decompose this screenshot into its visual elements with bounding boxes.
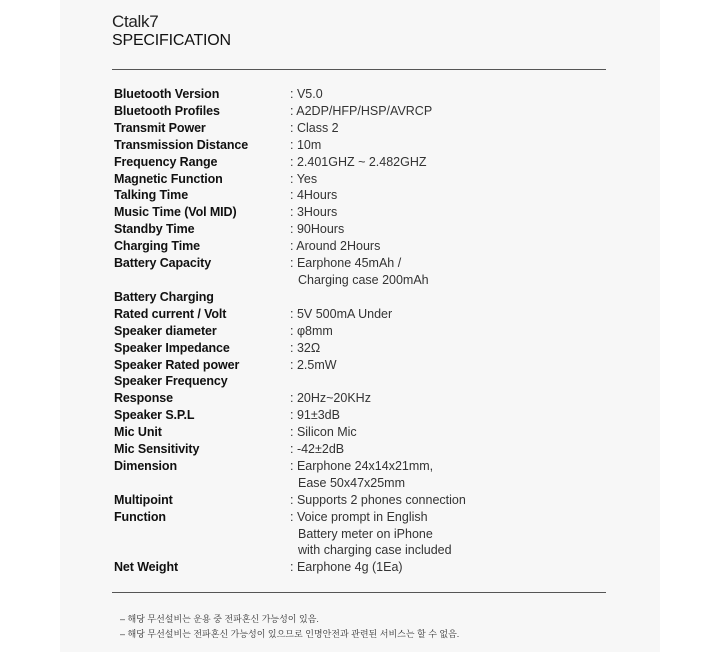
bottom-divider <box>112 592 606 593</box>
spec-label: Charging Time <box>114 239 200 254</box>
spec-value <box>290 424 357 441</box>
spec-value <box>290 221 344 238</box>
spec-label: Multipoint <box>114 492 173 507</box>
spec-value <box>290 357 337 374</box>
spec-value-line: : -42±2dB <box>290 442 345 457</box>
spec-value-line: : Voice prompt in English <box>290 509 428 524</box>
note-line: – 해당 무선설비는 전파혼신 가능성이 있으므로 인명안전과 관련된 서비스는 할 수 없음. <box>120 629 460 639</box>
page-title: SPECIFICATION <box>112 32 231 49</box>
spec-row <box>114 171 594 188</box>
spec-value-line: : 90Hours <box>290 222 345 237</box>
spec-row <box>114 289 594 306</box>
spec-value <box>290 323 333 340</box>
spec-value <box>290 137 321 154</box>
spec-label: Transmission Distance <box>114 137 249 152</box>
spec-value-line: : 2.401GHZ ~ 2.482GHZ <box>290 154 427 169</box>
spec-label: Transmit Power <box>114 120 206 135</box>
spec-label: Response <box>114 391 173 406</box>
spec-value <box>290 492 466 509</box>
spec-value <box>290 86 323 103</box>
spec-value <box>290 306 392 323</box>
spec-label: Speaker Impedance <box>114 340 230 355</box>
spec-value-line: : Around 2Hours <box>290 239 381 254</box>
spec-row <box>114 492 594 509</box>
spec-label: Function <box>114 509 166 524</box>
spec-label: Mic Sensitivity <box>114 442 200 457</box>
spec-row <box>114 458 594 492</box>
spec-value <box>290 458 433 492</box>
spec-value <box>290 171 317 188</box>
spec-row <box>114 255 594 289</box>
spec-label: Battery Capacity <box>114 256 212 271</box>
notes <box>120 612 459 642</box>
spec-row <box>114 306 594 323</box>
spec-label: Speaker diameter <box>114 323 217 338</box>
spec-row <box>114 204 594 221</box>
spec-value-line: : 5V 500mA Under <box>290 306 393 321</box>
spec-value-continuation: Battery meter on iPhone <box>298 526 433 541</box>
spec-row <box>114 559 594 576</box>
spec-row <box>114 221 594 238</box>
spec-row <box>114 137 594 154</box>
spec-value <box>290 340 320 357</box>
spec-value <box>290 187 337 204</box>
spec-row <box>114 154 594 171</box>
spec-row <box>114 238 594 255</box>
spec-value <box>290 154 427 171</box>
spec-value-line: : 3Hours <box>290 205 338 220</box>
spec-row <box>114 373 594 390</box>
spec-value-line: : 20Hz~20KHz <box>290 391 371 406</box>
spec-value-line: : Earphone 24x14x21mm, <box>290 458 434 473</box>
spec-value-line: : 4Hours <box>290 188 338 203</box>
spec-label: Net Weight <box>114 560 179 575</box>
spec-value-continuation: with charging case included <box>298 543 452 558</box>
spec-row <box>114 187 594 204</box>
spec-row <box>114 103 594 120</box>
spec-row <box>114 424 594 441</box>
spec-value-line: : Yes <box>290 171 318 186</box>
spec-value-line: : Class 2 <box>290 120 339 135</box>
spec-value-continuation: Charging case 200mAh <box>298 272 429 287</box>
spec-label: Music Time (Vol MID) <box>114 205 237 220</box>
spec-label: Speaker Rated power <box>114 357 240 372</box>
spec-value <box>290 407 340 424</box>
spec-value <box>290 103 432 120</box>
spec-value-line: : 2.5mW <box>290 357 337 372</box>
spec-value <box>290 120 339 137</box>
spec-row <box>114 340 594 357</box>
spec-table <box>114 86 594 576</box>
spec-value-line: : Earphone 45mAh / <box>290 256 402 271</box>
spec-row <box>114 357 594 374</box>
spec-label: Standby Time <box>114 222 195 237</box>
spec-label: Rated current / Volt <box>114 306 227 321</box>
spec-row <box>114 323 594 340</box>
spec-label: Bluetooth Profiles <box>114 103 220 118</box>
top-divider <box>112 69 606 70</box>
spec-row <box>114 120 594 137</box>
spec-label: Dimension <box>114 458 177 473</box>
spec-label: Bluetooth Version <box>114 87 220 101</box>
spec-value-line: : Silicon Mic <box>290 425 357 440</box>
brand-name: Ctalk7 <box>112 12 159 31</box>
spec-row <box>114 390 594 407</box>
spec-row <box>114 509 594 560</box>
spec-label: Frequency Range <box>114 154 218 169</box>
spec-label: Speaker S.P.L <box>114 408 195 423</box>
spec-row <box>114 441 594 458</box>
spec-value-line: : A2DP/HFP/HSP/AVRCP <box>290 103 433 118</box>
spec-row <box>114 407 594 424</box>
spec-value <box>290 559 403 576</box>
spec-value <box>290 390 371 407</box>
spec-value-line: : φ8mm <box>290 323 333 338</box>
spec-value <box>290 255 429 289</box>
spec-label: Magnetic Function <box>114 171 223 186</box>
spec-row <box>114 86 594 103</box>
spec-value <box>290 204 337 221</box>
spec-value <box>290 509 452 560</box>
spec-value-line: : Earphone 4g (1Ea) <box>290 560 403 575</box>
spec-value-line: : 10m <box>290 137 322 152</box>
spec-value-continuation: Ease 50x47x25mm <box>298 475 406 490</box>
spec-value <box>290 238 380 255</box>
spec-label: Battery Charging <box>114 289 214 304</box>
spec-label: Mic Unit <box>114 425 162 440</box>
spec-value-line: : V5.0 <box>290 87 323 101</box>
spec-value-line: : 32Ω <box>290 340 321 355</box>
note-line: – 해당 무선설비는 운용 중 전파혼신 가능성이 있음. <box>120 614 319 624</box>
spec-label: Speaker Frequency <box>114 374 228 389</box>
spec-label: Talking Time <box>114 188 189 203</box>
spec-value-line: : 91±3dB <box>290 408 340 423</box>
spec-value <box>290 441 344 458</box>
spec-value-line: : Supports 2 phones connection <box>290 492 466 507</box>
